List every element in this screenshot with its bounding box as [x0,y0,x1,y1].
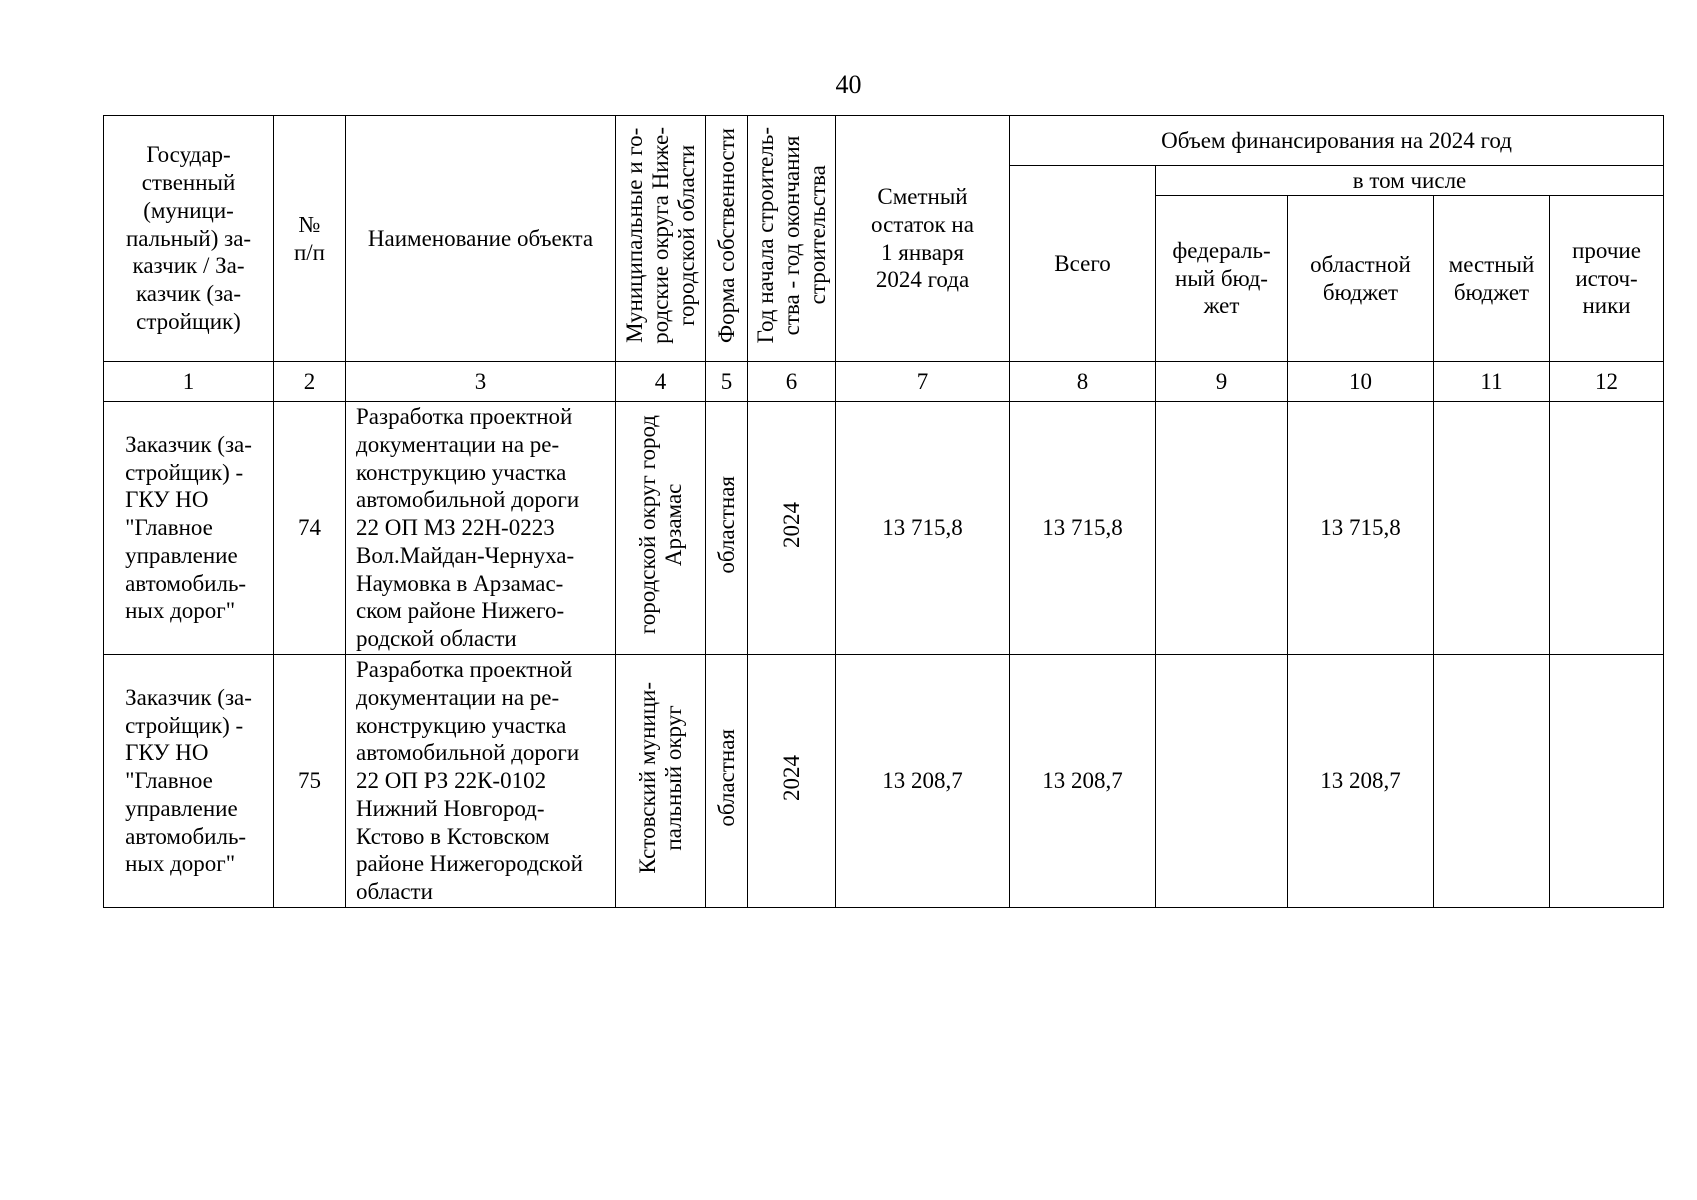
column-number-row [104,362,1664,402]
column-number: 1 [104,362,274,402]
table-row [104,655,1664,908]
column-number: 12 [1550,362,1664,402]
row-regional: 13 208,7 [1288,655,1434,908]
funding-table [103,115,1664,908]
column-number: 8 [1010,362,1156,402]
row-estimate: 13 208,7 [836,655,1010,908]
row-object: Разработка проектной документации на ре- конструкцию участка автомобильной дороги 22 ОП МЗ 22Н-0223 Вол.Майдан-Чернуха- Наумовка в Арзамас- ском районе Нижего- родской области [346,402,616,655]
row-municipality: Кстовский муници- пальный округ [616,655,706,908]
row-customer: Заказчик (за- стройщик) - ГКУ НО "Главное управление автомобиль- ных дорог" [104,655,274,908]
header-other: прочие источ- ники [1550,196,1664,362]
row-year: 2024 [748,655,836,908]
header-regional: областной бюджет [1288,196,1434,362]
column-number: 7 [836,362,1010,402]
header-total: Всего [1010,166,1156,362]
row-ownership: областная [706,402,748,655]
header-ownership: Форма собственности [706,116,748,362]
header-including: в том числе [1156,166,1664,196]
row-object: Разработка проектной документации на ре- конструкцию участка автомобильной дороги 22 ОП РЗ 22К-0102 Нижний Новгород- Кстово в Кстовском районе Нижегородской области [346,655,616,908]
header-object-name: Наименование объекта [346,116,616,362]
column-number: 4 [616,362,706,402]
row-local [1434,655,1550,908]
header-number: № п/п [274,116,346,362]
table-row [104,402,1664,655]
row-other [1550,655,1664,908]
row-federal [1156,655,1288,908]
row-total: 13 715,8 [1010,402,1156,655]
header-municipality: Муниципальные и го- родские округа Ниже- городской области [616,116,706,362]
row-total: 13 208,7 [1010,655,1156,908]
column-number: 3 [346,362,616,402]
row-estimate: 13 715,8 [836,402,1010,655]
column-number: 6 [748,362,836,402]
row-federal [1156,402,1288,655]
row-municipality: городской округ город Арзамас [616,402,706,655]
column-number: 11 [1434,362,1550,402]
header-local: местный бюджет [1434,196,1550,362]
header-construction-years: Год начала строитель- ства - год окончания строительства [748,116,836,362]
row-local [1434,402,1550,655]
row-ownership: областная [706,655,748,908]
row-year: 2024 [748,402,836,655]
row-number: 75 [274,655,346,908]
row-regional: 13 715,8 [1288,402,1434,655]
column-number: 5 [706,362,748,402]
header-customer: Государ- ственный (муници- пальный) за- казчик / За- казчик (за- стройщик) [104,116,274,362]
row-other [1550,402,1664,655]
row-number: 74 [274,402,346,655]
page-number: 40 [835,70,862,99]
column-number: 10 [1288,362,1434,402]
column-number: 9 [1156,362,1288,402]
header-estimate-balance: Сметный остаток на 1 января 2024 года [836,116,1010,362]
row-customer: Заказчик (за- стройщик) - ГКУ НО "Главное управление автомобиль- ных дорог" [104,402,274,655]
header-funding-2024: Объем финансирования на 2024 год [1010,116,1664,166]
column-number: 2 [274,362,346,402]
header-federal: федераль- ный бюд- жет [1156,196,1288,362]
